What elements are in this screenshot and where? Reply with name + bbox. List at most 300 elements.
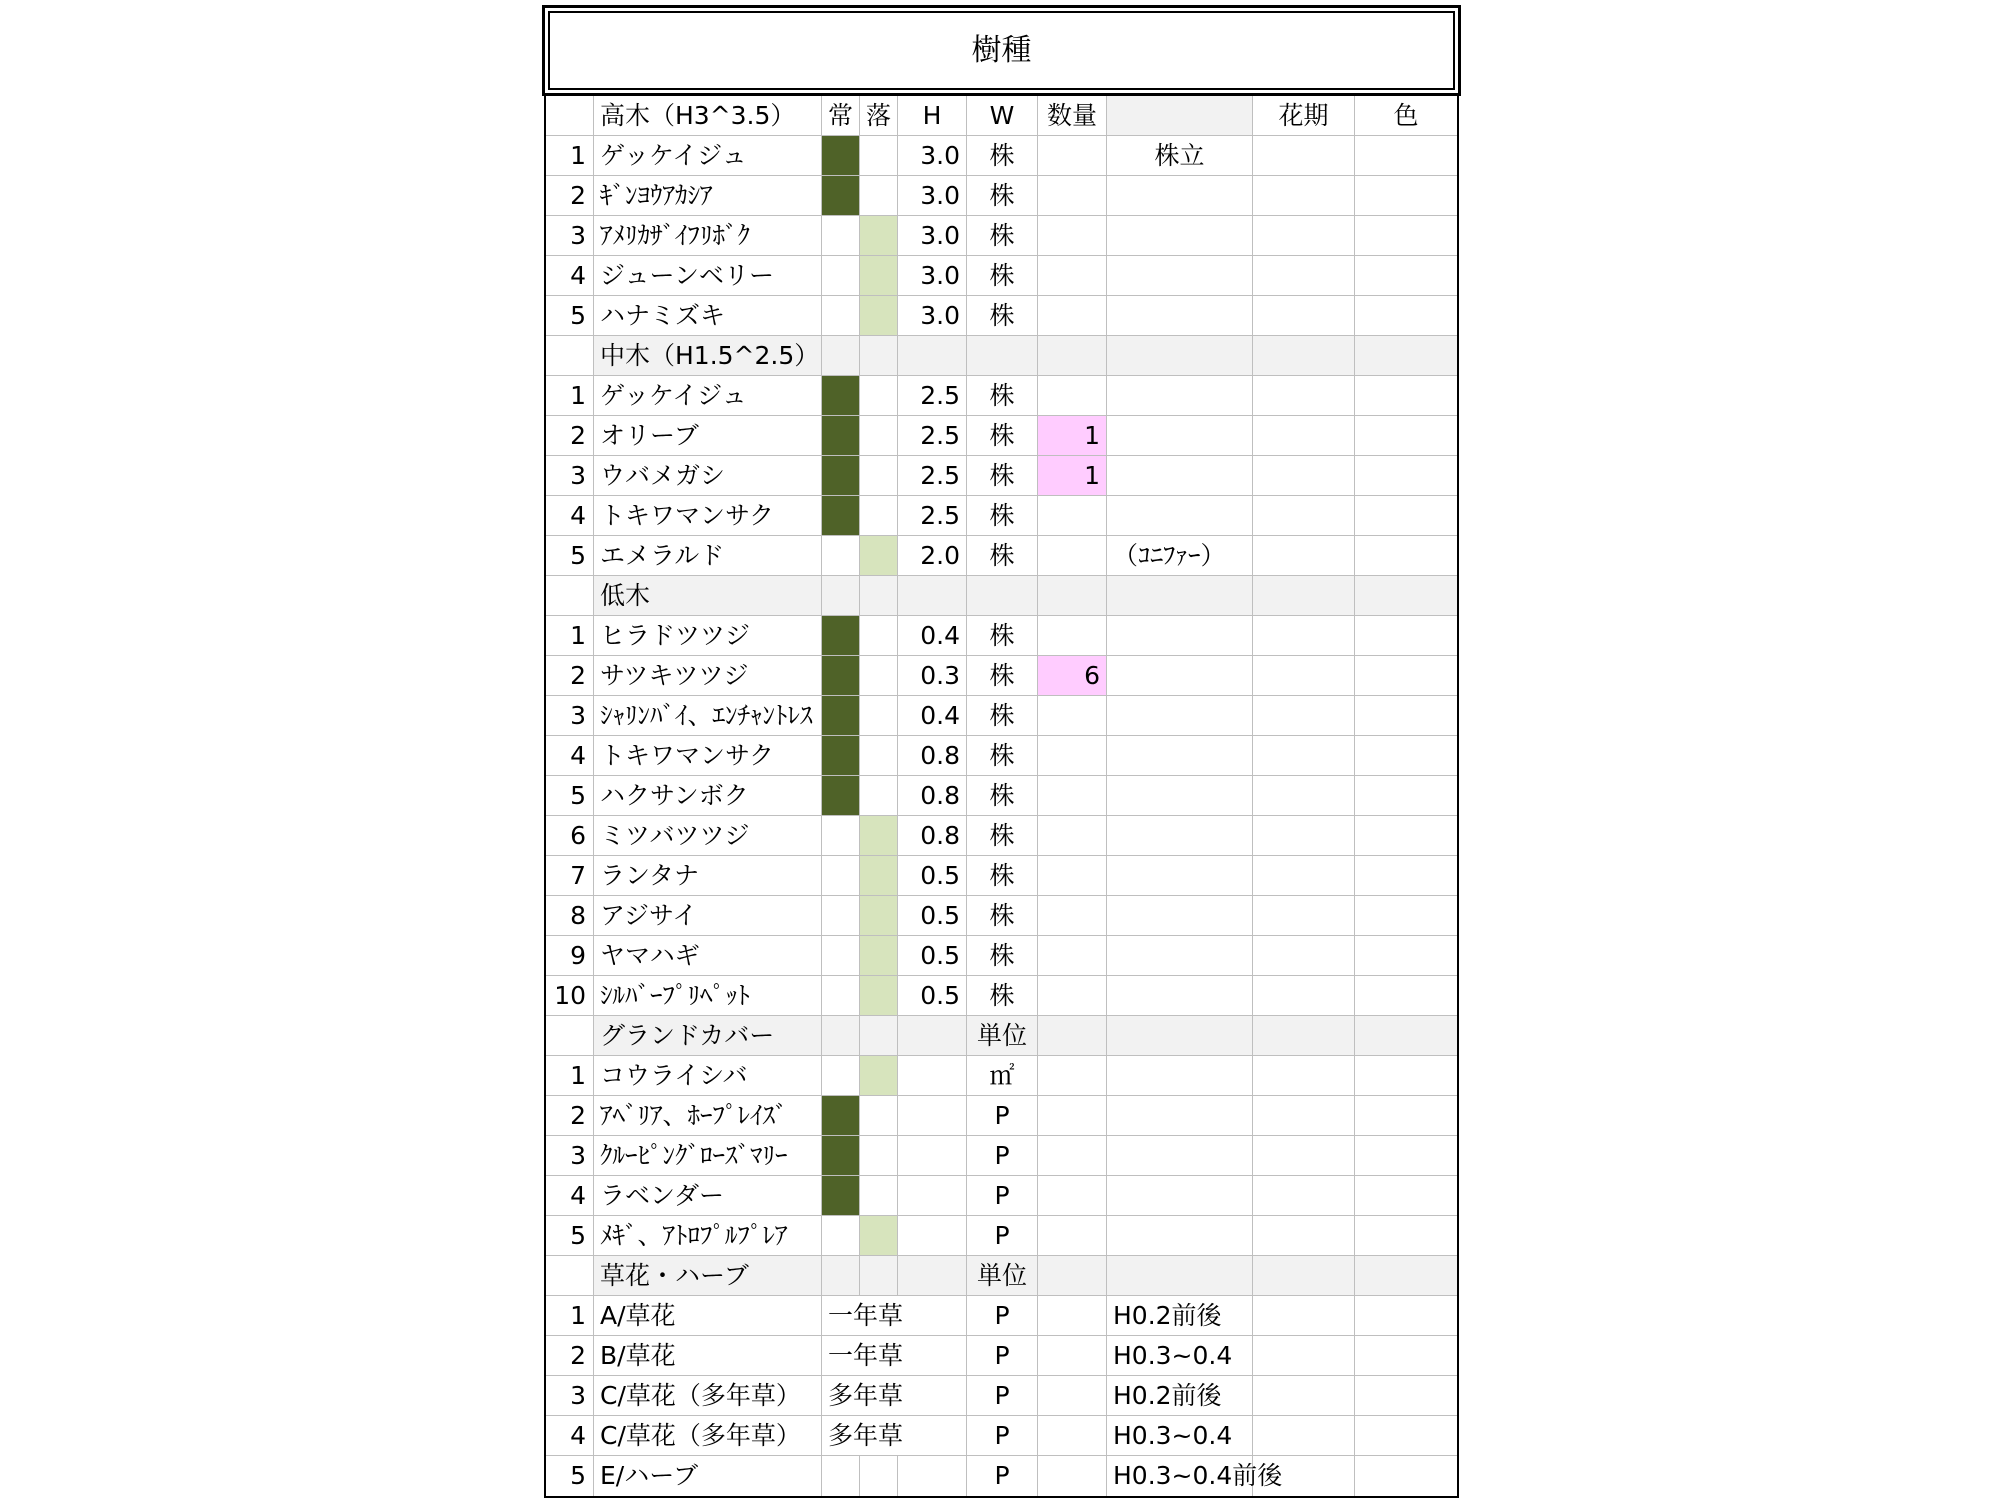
row-number-cell [546, 1256, 594, 1296]
quantity-value [1038, 616, 1107, 656]
quantity-value [1038, 776, 1107, 816]
plant-name: ゲッケイジュ [594, 376, 822, 416]
row-number: 4 [546, 736, 594, 776]
row-number: 6 [546, 816, 594, 856]
table-row [546, 496, 1457, 536]
deciduous-cell [860, 736, 898, 776]
color-value [1355, 1336, 1457, 1376]
table-row [546, 536, 1457, 576]
quantity-value [1038, 1136, 1107, 1176]
unit-label [967, 576, 1038, 616]
deciduous-cell [860, 776, 898, 816]
row-number: 5 [546, 1456, 594, 1496]
evergreen-marker [822, 496, 860, 536]
deciduous-cell [860, 176, 898, 216]
row-number-cell [546, 576, 594, 616]
height-value: 3.0 [898, 176, 967, 216]
height-value: 3.0 [898, 136, 967, 176]
deciduous-marker [860, 976, 898, 1016]
plant-name: C/草花（多年草） [594, 1416, 822, 1456]
height-value: 2.5 [898, 376, 967, 416]
notes-value [1107, 736, 1253, 776]
evergreen-cell [822, 576, 860, 616]
width-unit: 株 [967, 816, 1038, 856]
deciduous-cell [860, 656, 898, 696]
color-value [1355, 816, 1457, 856]
height-value: 0.5 [898, 856, 967, 896]
notes-value: 株立 [1107, 136, 1253, 176]
row-number: 8 [546, 896, 594, 936]
plant-name: ｷﾞﾝﾖｳｱｶｼｱ [594, 176, 822, 216]
table-row [546, 1336, 1457, 1376]
evergreen-cell [822, 256, 860, 296]
width-unit: 株 [967, 536, 1038, 576]
notes-value: H0.3~0.4 [1107, 1336, 1253, 1376]
color-value [1355, 936, 1457, 976]
plant-name: オリーブ [594, 416, 822, 456]
height-value: 0.8 [898, 736, 967, 776]
table-row [546, 1296, 1457, 1336]
evergreen-cell [822, 936, 860, 976]
bloom-value [1253, 1336, 1355, 1376]
notes-value: H0.3~0.4 [1107, 1416, 1253, 1456]
width-unit: P [967, 1336, 1038, 1376]
unit-label: 単位 [967, 1256, 1038, 1296]
row-number: 5 [546, 296, 594, 336]
column-header-evergreen: 常 [822, 96, 860, 136]
plant-name: ジューンベリー [594, 256, 822, 296]
row-number: 1 [546, 616, 594, 656]
width-unit: 株 [967, 936, 1038, 976]
quantity-value [1038, 1096, 1107, 1136]
color-value [1355, 1296, 1457, 1336]
plant-name: B/草花 [594, 1336, 822, 1376]
table-row [546, 1456, 1457, 1496]
row-number: 3 [546, 1136, 594, 1176]
notes-value: H0.2前後 [1107, 1376, 1253, 1416]
quantity-value [1038, 536, 1107, 576]
plant-type: 一年草 [822, 1336, 967, 1376]
color-value [1355, 496, 1457, 536]
plant-name: ハクサンボク [594, 776, 822, 816]
plant-name: ｼﾙﾊﾞｰﾌﾟﾘﾍﾟｯﾄ [594, 976, 822, 1016]
section-title: 中木（H1.5^2.5） [594, 336, 822, 376]
evergreen-marker [822, 1176, 860, 1216]
width-unit: P [967, 1416, 1038, 1456]
width-unit: 株 [967, 216, 1038, 256]
notes-cell [1107, 1016, 1253, 1056]
height-cell [898, 1016, 967, 1056]
color-value [1355, 216, 1457, 256]
plant-type: 一年草 [822, 1296, 967, 1336]
planting-table [544, 96, 1459, 1498]
width-unit: P [967, 1176, 1038, 1216]
section-header-row [546, 1256, 1457, 1296]
notes-value [1107, 416, 1253, 456]
evergreen-cell [822, 816, 860, 856]
row-number: 2 [546, 656, 594, 696]
notes-value [1107, 1216, 1253, 1256]
height-value: 0.3 [898, 656, 967, 696]
width-unit: P [967, 1136, 1038, 1176]
bloom-value [1253, 456, 1355, 496]
width-unit: P [967, 1376, 1038, 1416]
deciduous-cell [860, 1456, 898, 1496]
evergreen-marker [822, 656, 860, 696]
row-number: 1 [546, 1296, 594, 1336]
bloom-value [1253, 496, 1355, 536]
deciduous-marker [860, 536, 898, 576]
deciduous-cell [860, 416, 898, 456]
bloom-value [1253, 936, 1355, 976]
table-row [546, 1376, 1457, 1416]
unit-label: 単位 [967, 1016, 1038, 1056]
column-header-height: H [898, 96, 967, 136]
plant-name: ウバメガシ [594, 456, 822, 496]
table-row [546, 1136, 1457, 1176]
evergreen-cell [822, 1456, 860, 1496]
bloom-value [1253, 256, 1355, 296]
plant-name: トキワマンサク [594, 736, 822, 776]
evergreen-cell [822, 1256, 860, 1296]
quantity-value [1038, 696, 1107, 736]
height-value: 3.0 [898, 296, 967, 336]
row-number: 10 [546, 976, 594, 1016]
table-row [546, 1216, 1457, 1256]
bloom-value [1253, 656, 1355, 696]
bloom-value [1253, 176, 1355, 216]
deciduous-marker [860, 856, 898, 896]
notes-value [1107, 896, 1253, 936]
color-value [1355, 136, 1457, 176]
row-number: 4 [546, 256, 594, 296]
plant-name: ゲッケイジュ [594, 136, 822, 176]
bloom-value [1253, 136, 1355, 176]
table-row [546, 456, 1457, 496]
quantity-cell [1038, 1256, 1107, 1296]
row-number: 2 [546, 1336, 594, 1376]
row-number: 5 [546, 536, 594, 576]
evergreen-marker [822, 456, 860, 496]
quantity-value [1038, 1376, 1107, 1416]
quantity-value [1038, 1456, 1107, 1496]
color-value [1355, 736, 1457, 776]
bloom-value [1253, 816, 1355, 856]
plant-name: ミツバツツジ [594, 816, 822, 856]
section-title: 草花・ハーブ [594, 1256, 822, 1296]
table-row [546, 1096, 1457, 1136]
row-number: 1 [546, 136, 594, 176]
deciduous-cell [860, 1136, 898, 1176]
bloom-value [1253, 1296, 1355, 1336]
deciduous-marker [860, 1216, 898, 1256]
row-number: 2 [546, 1096, 594, 1136]
sheet-title: 樹種 [971, 32, 1032, 68]
color-value [1355, 896, 1457, 936]
color-value [1355, 536, 1457, 576]
evergreen-cell [822, 856, 860, 896]
row-number: 1 [546, 376, 594, 416]
notes-value [1107, 696, 1253, 736]
deciduous-cell [860, 136, 898, 176]
color-value [1355, 256, 1457, 296]
bloom-value [1253, 376, 1355, 416]
row-number-cell [546, 1016, 594, 1056]
row-number: 4 [546, 1176, 594, 1216]
width-unit: 株 [967, 616, 1038, 656]
notes-value [1107, 816, 1253, 856]
plant-name: E/ハーブ [594, 1456, 822, 1496]
quantity-cell [1038, 1016, 1107, 1056]
bloom-value [1253, 616, 1355, 656]
notes-value [1107, 1136, 1253, 1176]
evergreen-marker [822, 736, 860, 776]
color-value [1355, 1096, 1457, 1136]
bloom-value [1253, 776, 1355, 816]
height-value [898, 1096, 967, 1136]
plant-name: ｼｬﾘﾝﾊﾞｲ、ｴﾝﾁｬﾝﾄﾚｽ [594, 696, 822, 736]
width-unit: P [967, 1456, 1038, 1496]
color-value [1355, 1136, 1457, 1176]
notes-value: （ｺﾆﾌｧｰ） [1107, 536, 1253, 576]
bloom-value [1253, 1176, 1355, 1216]
width-unit: 株 [967, 696, 1038, 736]
height-value: 2.5 [898, 496, 967, 536]
table-row [546, 736, 1457, 776]
color-value [1355, 1176, 1457, 1216]
row-number: 5 [546, 776, 594, 816]
bloom-value [1253, 1136, 1355, 1176]
height-value: 2.5 [898, 456, 967, 496]
notes-value [1107, 656, 1253, 696]
unit-label [967, 336, 1038, 376]
height-value: 0.5 [898, 936, 967, 976]
height-value [898, 1216, 967, 1256]
deciduous-marker [860, 896, 898, 936]
evergreen-cell [822, 216, 860, 256]
color-value [1355, 296, 1457, 336]
notes-value [1107, 256, 1253, 296]
column-header-row [546, 96, 1457, 136]
notes-value [1107, 976, 1253, 1016]
deciduous-marker [860, 1056, 898, 1096]
bloom-value [1253, 976, 1355, 1016]
width-unit: 株 [967, 416, 1038, 456]
color-value [1355, 416, 1457, 456]
row-number: 3 [546, 696, 594, 736]
evergreen-cell [822, 1016, 860, 1056]
row-number: 2 [546, 176, 594, 216]
bloom-value [1253, 896, 1355, 936]
table-row [546, 976, 1457, 1016]
color-value [1355, 856, 1457, 896]
table-row [546, 816, 1457, 856]
quantity-value [1038, 896, 1107, 936]
quantity-cell [1038, 576, 1107, 616]
row-number-cell [546, 96, 594, 136]
color-value [1355, 616, 1457, 656]
deciduous-cell [860, 1176, 898, 1216]
notes-cell [1107, 1256, 1253, 1296]
section-title: 高木（H3^3.5） [594, 96, 822, 136]
bloom-value [1253, 216, 1355, 256]
notes-value [1107, 176, 1253, 216]
deciduous-marker [860, 256, 898, 296]
notes-value: H0.3~0.4前後 [1107, 1456, 1253, 1496]
color-value [1355, 696, 1457, 736]
quantity-value [1038, 816, 1107, 856]
notes-value: H0.2前後 [1107, 1296, 1253, 1336]
color-cell [1355, 336, 1457, 376]
evergreen-marker [822, 416, 860, 456]
row-number: 4 [546, 496, 594, 536]
quantity-value: 1 [1038, 416, 1107, 456]
table-row [546, 1416, 1457, 1456]
quantity-value [1038, 1056, 1107, 1096]
height-value: 3.0 [898, 256, 967, 296]
notes-value [1107, 856, 1253, 896]
height-value: 0.5 [898, 896, 967, 936]
evergreen-cell [822, 536, 860, 576]
plant-name: ヤマハギ [594, 936, 822, 976]
color-value [1355, 1216, 1457, 1256]
height-value [898, 1056, 967, 1096]
notes-value [1107, 1176, 1253, 1216]
section-title: グランドカバー [594, 1016, 822, 1056]
evergreen-cell [822, 976, 860, 1016]
notes-cell [1107, 576, 1253, 616]
height-value: 2.5 [898, 416, 967, 456]
evergreen-cell [822, 1216, 860, 1256]
table-row [546, 376, 1457, 416]
plant-name: サツキツツジ [594, 656, 822, 696]
notes-value [1107, 1096, 1253, 1136]
width-unit: P [967, 1096, 1038, 1136]
color-value [1355, 1416, 1457, 1456]
width-unit: 株 [967, 136, 1038, 176]
plant-name: エメラルド [594, 536, 822, 576]
table-row [546, 656, 1457, 696]
color-value [1355, 976, 1457, 1016]
height-value: 0.5 [898, 976, 967, 1016]
quantity-value: 6 [1038, 656, 1107, 696]
quantity-value: 1 [1038, 456, 1107, 496]
width-unit: 株 [967, 896, 1038, 936]
quantity-cell [1038, 336, 1107, 376]
width-unit: 株 [967, 736, 1038, 776]
color-cell [1355, 576, 1457, 616]
color-value [1355, 1456, 1457, 1496]
bloom-cell [1253, 576, 1355, 616]
deciduous-cell [860, 1016, 898, 1056]
column-header-notes [1107, 96, 1253, 136]
color-value [1355, 1376, 1457, 1416]
height-cell [898, 1256, 967, 1296]
table-row [546, 256, 1457, 296]
table-row [546, 896, 1457, 936]
section-header-row [546, 576, 1457, 616]
quantity-value [1038, 256, 1107, 296]
evergreen-cell [822, 296, 860, 336]
height-cell [898, 336, 967, 376]
row-number: 3 [546, 1376, 594, 1416]
quantity-value [1038, 1336, 1107, 1376]
bloom-value [1253, 1376, 1355, 1416]
bloom-cell [1253, 1016, 1355, 1056]
notes-value [1107, 776, 1253, 816]
table-row [546, 776, 1457, 816]
deciduous-marker [860, 296, 898, 336]
notes-value [1107, 936, 1253, 976]
row-number: 3 [546, 216, 594, 256]
notes-value [1107, 376, 1253, 416]
quantity-value [1038, 936, 1107, 976]
bloom-value [1253, 536, 1355, 576]
evergreen-marker [822, 1136, 860, 1176]
quantity-value [1038, 496, 1107, 536]
deciduous-cell [860, 336, 898, 376]
column-header-width: W [967, 96, 1038, 136]
bloom-value [1253, 856, 1355, 896]
bloom-value [1253, 1216, 1355, 1256]
height-value: 0.8 [898, 776, 967, 816]
deciduous-marker [860, 936, 898, 976]
width-unit: P [967, 1216, 1038, 1256]
width-unit: 株 [967, 256, 1038, 296]
plant-name: ｱﾒﾘｶｻﾞｲﾌﾘﾎﾞｸ [594, 216, 822, 256]
notes-value [1107, 456, 1253, 496]
width-unit: 株 [967, 856, 1038, 896]
width-unit: 株 [967, 656, 1038, 696]
notes-value [1107, 616, 1253, 656]
deciduous-cell [860, 576, 898, 616]
plant-name: ハナミズキ [594, 296, 822, 336]
row-number: 7 [546, 856, 594, 896]
color-value [1355, 456, 1457, 496]
plant-type: 多年草 [822, 1376, 967, 1416]
table-row [546, 936, 1457, 976]
plant-name: A/草花 [594, 1296, 822, 1336]
notes-value [1107, 1056, 1253, 1096]
row-number-cell [546, 336, 594, 376]
deciduous-marker [860, 816, 898, 856]
column-header-color: 色 [1355, 96, 1457, 136]
section-header-row [546, 336, 1457, 376]
evergreen-marker [822, 176, 860, 216]
column-header-quantity: 数量 [1038, 96, 1107, 136]
deciduous-cell [860, 616, 898, 656]
quantity-value [1038, 736, 1107, 776]
plant-name: ｱﾍﾞﾘｱ、ﾎｰﾌﾟﾚｲｽﾞ [594, 1096, 822, 1136]
deciduous-cell [860, 1096, 898, 1136]
width-unit: 株 [967, 176, 1038, 216]
notes-value [1107, 296, 1253, 336]
quantity-value [1038, 856, 1107, 896]
width-unit: P [967, 1296, 1038, 1336]
quantity-value [1038, 136, 1107, 176]
evergreen-marker [822, 1096, 860, 1136]
plant-name: ラベンダー [594, 1176, 822, 1216]
row-number: 3 [546, 456, 594, 496]
quantity-value [1038, 1416, 1107, 1456]
evergreen-marker [822, 696, 860, 736]
height-value: 0.8 [898, 816, 967, 856]
height-value: 0.4 [898, 616, 967, 656]
deciduous-marker [860, 216, 898, 256]
bloom-value [1253, 736, 1355, 776]
row-number: 1 [546, 1056, 594, 1096]
color-value [1355, 376, 1457, 416]
